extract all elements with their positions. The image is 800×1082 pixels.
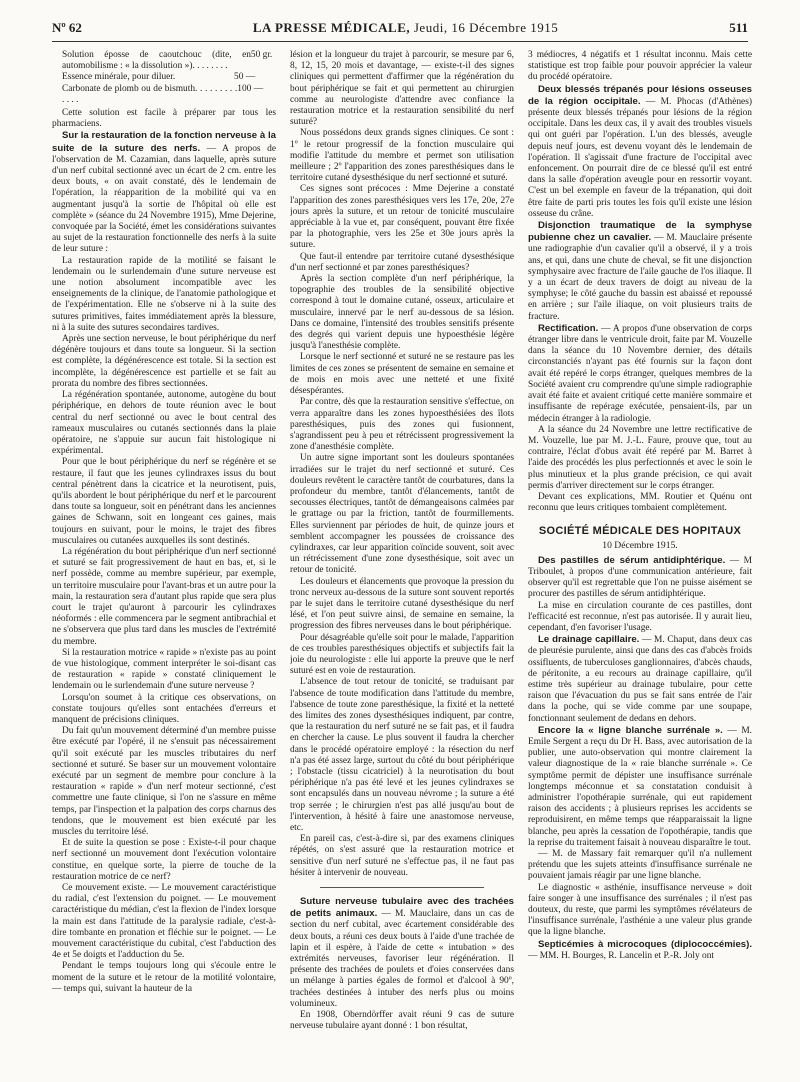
recipe-qty: 50 —	[234, 72, 256, 83]
paragraph: En 1908, Oberndörffer avait réuni 9 cas de suture nerveuse tubulaire ayant donné : 1 bon résultat,	[290, 1010, 514, 1032]
paragraph: La régénération spontanée, autonome, autogène du bout périphérique, en dehors de toute réunion avec le bout central du nerf sectionné ou avec le bout central des rameaux musculaires ou cutanés sectionnés dans la plaie opératoire, ne s'appuie sur aucun fait histologique ni expérimental.	[52, 390, 276, 457]
paragraph	[528, 939, 752, 962]
paragraph: Nous possédons deux grands signes cliniques. Ce sont : 1º le retour progressif de la fonction musculaire qui modifie l'attitude du membre et permet son utilisation meilleure ; 2º l'apparition des zones paresthésiques dans le territoire cutané dysesthésique du nerf sectionné et suturé.	[290, 128, 514, 184]
recipe-item: Carbonate de plomb ou de bismuth. . . . . . . . . . . . .	[62, 83, 238, 105]
paragraph: Devant ces explications, MM. Routier et Quénu ont reconnu que leurs critiques tombaient complètement.	[528, 491, 752, 514]
article-heading: Sur la restauration de la fonction nerveuse à la suite de la suture des nerfs.	[52, 130, 276, 154]
journal-title	[253, 20, 558, 36]
page-header	[52, 20, 748, 42]
column-1	[52, 50, 276, 1075]
recipe-item: Essence minérale, pour diluer.	[62, 72, 176, 83]
paragraph: Le diagnostic « asthénie, insuffisance nerveuse » doit faire songer à une insuffisance des surrénales ; il n'est pas douteux, du reste, que parmi les symptômes révélateurs de l'insuffisance surrénale, l'asthénie a une valeur plus grande que la ligne blanche.	[528, 882, 752, 938]
paragraph-text: — MM. H. Bourges, R. Lancelin et P.-R. Joly ont	[528, 950, 715, 961]
paragraph: Après la section complète d'un nerf périphérique, la topographie des troubles de la sensibilité objective correspond à tout le domaine cutané, osseux, articulaire et musculaire, innervé par le nerf au-dessous de sa lésion. Dans ce domaine, l'intensité des troubles sensitifs présente des degrés qui varient depuis une hypoesthésie légère jusqu'à l'anesthésie complète.	[290, 274, 514, 352]
paragraph: Ces signes sont précoces : Mme Dejerine a constaté l'apparition des zones paresthésiques vers les 17e, 20e, 27e jours après la suture, et un retour de tonicité musculaire appréciable à la vue et, par conséquent, pouvant être fixée par la photographie, vers les 25e et 30e jours après la suture.	[290, 184, 514, 251]
paragraph	[528, 84, 752, 220]
header-rule	[52, 41, 748, 42]
paragraph	[528, 555, 752, 601]
paragraph: Après une section nerveuse, le bout périphérique du nerf dégénère toujours et dans toute sa longueur. Si la section est complète, la dégénérescence est totale. Si la section est incomplète, la dégénérescence est partielle et se fait au prorata du nombre des fibres sectionnées.	[52, 334, 276, 389]
paragraph: — M. de Massary fait remarquer qu'il n'a nullement prétendu que les sujets atteints d'insuffisance surrénale ne pouvaient jamais réagir par une ligne blanche.	[528, 849, 752, 882]
paragraph: La restauration rapide de la motilité se faisant le lendemain ou le surlendemain d'une suture nerveuse est une notion absolument incompatible avec les enseignements de la clinique, de l'anatomie pathologique et de l'expérimentation. Elle ne s'observe ni à la suite des sutures primitives, faites immédiatement après la blessure, ni à la suite des sutures secondaires tardives.	[52, 255, 276, 333]
paragraph: La mise en circulation courante de ces pastilles, dont l'efficacité est reconnue, n'est pas autorisée. Il y aurait lieu, cependant, d'en favoriser l'usage.	[528, 600, 752, 633]
paragraph-text: — M. Emile Sergent a reçu du Dr H. Bass, avec autorisation de la publier, une auto-observation qui montre clairement la valeur diagnostique de la « raie blanche surrénale ». Ce symptôme permit de dépister une insuffisance surrénale longtemps méconnue et sa constatation conduisit à administrer l'opothérapie surrénale, qui eut rapidement raison des accidents ; à plusieurs reprises les accidents se reproduisirent, en même temps que réapparaissait la ligne blanche, peu après la cessation de l'opothérapie, tandis que la reprise du traitement faisait à nouveau disparaître le tout.	[528, 725, 752, 848]
article-columns	[52, 50, 752, 1075]
paragraph	[528, 220, 752, 323]
paragraph: Par contre, dès que la restauration sensitive s'effectue, on verra apparaître dans les zones hypoesthésiées des îlots paresthésiques, puis des zones qui fusionnent, s'agrandissent peu à peu et rétrécissent progressivement la zone d'anesthésie complète.	[290, 397, 514, 453]
paragraph: La régénération du bout périphérique d'un nerf sectionné et suturé se fait progressivement de haut en bas, et, si le nerf possède, comme au membre supérieur, par exemple, un territoire musculaire pour l'avant-bras et un autre pour la main, la restauration sera d'autant plus rapide que sera plus court le trajet qu'auront à parcourir les cylindraxes néoformés : elle commencera par le segment antibrachial et ne s'observera que plus tard dans les muscles de l'extrémité du membre.	[52, 546, 276, 647]
column-3	[528, 50, 752, 1075]
paragraph-text: — M. Phocas (d'Athènes) présente deux blessés trépanés pour lésions de la région occipitale. Dans les deux cas, il y avait des troubles visuels qui ont guéri par l'opération. L'un des blessés, aveugle depuis neuf jours, est devenu voyant dès le lendemain de l'opération. Il s'agissait d'une fracture de l'occipital avec enfoncement. On pourrait dire de ce blessé qu'il est entré dans la salle d'opération aveugle pour en ressortir voyant. C'est un bel exemple en faveur de la trépanation, qui doit être faite de parti pris toutes les fois qu'il existe une lésion osseuse du crâne.	[528, 96, 752, 219]
paragraph: Ce mouvement existe. — Le mouvement caractéristique du radial, c'est l'extension du poignet. — Le mouvement caractéristique du médian, c'est la flexion de l'index lorsque la main est dans l'attitude de la paralysie radiale, c'est-à-dire tombante en pronation et fléchie sur le poignet. — Le mouvement caractéristique du cubital, c'est l'abduction des 4e et 5e doigts et l'adduction du 5e.	[52, 883, 276, 961]
paragraph: Les douleurs et élancements que provoque la pression du tronc nerveux au-dessous de la suture sont souvent reportés par le sujet dans le territoire cutané dysesthésique du nerf lésé, et l'on peut suivre ainsi, de semaine en semaine, la progression des fibres nerveuses dans le bout périphérique.	[290, 576, 514, 632]
issue-number: Nº 62	[52, 20, 82, 35]
paragraph-text: — M Triboulet, à propos d'une communication antérieure, fait observer qu'il est regrettable que l'on ne puisse aisément se procurer des pastilles de sérum antidiphtérique.	[528, 555, 752, 600]
paragraph	[52, 130, 276, 255]
paragraph: lésion et la longueur du trajet à parcourir, se mesure par 6, 8, 12, 15, 20 mois et davantage, — existe-t-il des signes cliniques qui permettent d'affirmer que la régénération du bout périphérique se fait et qui permettent au chirurgien comme au neurologiste d'attendre avec confiance la restauration motrice et la restauration sensibilité du nerf suturé?	[290, 50, 514, 128]
article-heading: Suture nerveuse tubulaire avec des trachées de petits animaux.	[290, 896, 514, 920]
page-number: 511	[729, 20, 748, 35]
paragraph-text: — A propos de l'observation de M. Cazamian, dans laquelle, après suture d'un nerf cubital sectionné avec un écart de 2 cm. entre les deux bouts, « on avait constaté, dès le lendemain de l'opération, la réapparition de la mobilité qui va en augmentant jusqu'à la sortie de l'hôpital où elle est complète » (séance du 24 Novembre 1915), Mme Dejerine, convoquée par la Société, émet les considérations suivantes au sujet de la restauration fonctionnelle des nerfs à la suite de leur suture :	[52, 143, 276, 255]
recipe-row	[62, 72, 276, 83]
paragraph: 3 médiocres, 4 négatifs et 1 résultat inconnu. Mais cette statistique est trop faible pour pouvoir apprécier la valeur du procédé opératoire.	[528, 50, 752, 83]
issue-date: Jeudi, 16 Décembre 1915	[410, 20, 559, 35]
paragraph	[290, 896, 514, 1010]
paragraph-text: — M. Chaput, dans deux cas de pleurésie purulente, ainsi que dans des cas d'abcès froids ossifluents, de tuberculoses ganglionnaires, d'abcès chauds, de péritonite, a eu recours au drainage capillaire, qu'il estime très supérieur au drainage tubulaire, pour cette raison que l'évacuation du pus se fait sans entrée de l'air dans la poche, qui se vide comme par une soupape, fonctionnant seulement de dedans en dehors.	[528, 635, 752, 724]
paragraph: Lorsque le nerf sectionné et suturé ne se restaure pas les limites de ces zones se présentent de semaine en semaine et de mois en mois avec une netteté et une fixité désespérantes.	[290, 352, 514, 397]
paragraph: L'absence de tout retour de tonicité, se traduisant par l'absence de toute modification dans l'attitude du membre, l'absence de toute zone paresthésique, la fixité et la netteté des limites des zones dysesthésiques indiquent, par contre, que la restauration du nerf suturé ne se fait pas, et il faudra en chercher la cause. Le plus souvent il faudra la chercher dans le procédé opératoire employé : la résection du nerf n'a pas été assez large, surtout du côté du bout périphérique ; l'obstacle (tissu cicatriciel) à la neurotisation du bout périphérique n'a pas été levé et les jeunes cylindraxes se sont encapsulés dans un nouveau névrome ; la suture a été trop serrée ; le chirurgien n'est pas allé jusqu'au bout de l'intervention, à hésité à faire une anastomose nerveuse, etc.	[290, 677, 514, 834]
article-heading: Encore la « ligne blanche surrénale ».	[538, 724, 723, 736]
recipe-list	[62, 50, 276, 106]
paragraph: A la séance du 24 Novembre une lettre rectificative de M. Vouzelle, lue par M. J.-L. Faure, prouve que, tout au contraire, l'éclat d'obus avait été repéré par M. Barret à l'aide des procédés les plus perfectionnés et avec le soin le plus minutieux et la plus grande précision, ce qui avait permis d'arriver directement sur le corps étranger.	[528, 424, 752, 491]
article-heading: Disjonction traumatique de la symphyse pubienne chez un cavalier.	[528, 220, 752, 244]
recipe-qty: 100 —	[237, 83, 264, 94]
paragraph	[528, 323, 752, 425]
paragraph: Que faut-il entendre par territoire cutané dysesthésique d'un nerf sectionné et par zones paresthésiques?	[290, 251, 514, 273]
article-heading: Septicémies à microcoques (diplococcémies).	[538, 938, 752, 950]
paragraph	[528, 634, 752, 725]
paragraph-text: — M. Mauclaire, dans un cas de section du nerf cubital, avec écartement considérable des deux bouts, a réuni ces deux bouts à l'aide d'une trachée de lapin et il espère, à l'aide de cette « intubation » des extrémités nerveuses, favoriser leur régénération. Il présente des trachées de poulets et d'oies conservées dans un mélange à parties égales de formol et d'alcool à 90º, trachées destinées à intuber des nerfs plus ou moins volumineux.	[290, 909, 514, 1009]
recipe-row	[62, 50, 276, 72]
article-heading: Rectification.	[538, 322, 599, 334]
paragraph: En pareil cas, c'est-à-dire si, par des examens cliniques répétés, on s'est assuré que la restauration motrice et sensitive d'un nerf suturé ne s'effectue pas, il ne faut pas hésiter à intervenir de nouveau.	[290, 834, 514, 878]
section-divider	[320, 887, 484, 888]
paragraph: Pendant le temps toujours long qui s'écoule entre le moment de la suture et le retour de la motilité volontaire, — temps qui, suivant la hauteur de la	[52, 961, 276, 994]
paragraph: Pour désagréable qu'elle soit pour le malade, l'apparition de ces troubles paresthésiques objectifs et subjectifs fait la joie du neurologiste : elle lui apporte la preuve que le nerf suturé est en voie de restauration.	[290, 632, 514, 677]
recipe-item: Solution éposse de caoutchouc (dite, en automobilisme : « la dissolution »). . . . . . . .	[62, 50, 251, 72]
paragraph: Pour que le bout périphérique du nerf se régénère et se restaure, il faut que les jeunes cylindraxes issus du bout central pénètrent dans la cicatrice et la neurotisent, puis, qu'ils abordent le bout périphérique du nerf et le parcourent dans toute sa longueur, soit en pénétrant dans les anciennes gaines de Schwann, soit en longeant ces gaines, mais toujours en suivant, pour le moins, le trajet des fibres musculaires ou cutanées auxquelles ils sont destinés.	[52, 457, 276, 546]
section-date: 10 Décembre 1915.	[602, 539, 678, 551]
paragraph: Un autre signe important sont les douleurs spontanées irradiées sur le trajet du nerf sectionné et suturé. Ces douleurs revêtent le caractère tantôt de courbatures, dans la profondeur du membre, tantôt d'élancements, tantôt de secousses électriques, tantôt de démangeaisons calmées par le grattage ou par la friction, tantôt de fourmillements. Elles surviennent par périodes de huit, de quinze jours et semblent accompagner les poussées de croissance des cylindraxes, car leur apparition coïncide souvent, soit avec un rétrécissement d'une zone dysesthésique, soit avec un retour de tonicité.	[290, 453, 514, 576]
article-heading: Le drainage capillaire.	[538, 634, 640, 646]
paragraph-text: — M. Mauclaire présente une radiographie d'un cavalier qu'il a observé, il y a trois ans, et qui, dans une chute de cheval, se fit une disjonction symphysaire avec fracture de l'aile gauche de l'os iliaque. Il y a un écart de deux travers de doigt au niveau de la symphyse; le côté gauche du bassin est abaissé et repoussé en arrière ; sur l'aile iliaque, on voit plusieurs traits de fracture.	[528, 233, 752, 322]
section-title: SOCIÉTÉ MÉDICALE DES HOPITAUX	[538, 525, 742, 538]
paragraph	[528, 725, 752, 849]
paragraph: Cette solution est facile à préparer par tous les pharmaciens.	[52, 108, 276, 130]
paragraph: Et de suite la question se pose : Existe-t-il pour chaque nerf sectionné un mouvement dont l'exécution volontaire constitue, en quelque sorte, la pierre de touche de la restauration motrice de ce nerf?	[52, 838, 276, 882]
article-heading: Des pastilles de sérum antidiphtérique.	[538, 554, 726, 566]
paragraph: Si la restauration motrice « rapide » n'existe pas au point de vue histologique, comment interpréter le soi-disant cas de restauration « rapide » constaté cliniquement le lendemain ou le surlendemain d'une suture nerveuse ?	[52, 647, 276, 692]
recipe-qty: 50 gr.	[250, 50, 273, 60]
paragraph: Lorsqu'on soumet à la critique ces observations, on constate toujours qu'elles sont entachées d'erreurs et manquent de précisions cliniques.	[52, 692, 276, 725]
paragraph: Du fait qu'un mouvement déterminé d'un membre puisse être exécuté par l'opéré, il ne s'ensuit pas nécessairement qu'il soit exécuté par les muscles tributaires du nerf sectionné et suturé. Se baser sur un mouvement volontaire exécuté par un segment de membre pour conclure à la restauration « rapide » d'un nerf moteur sectionné, c'est commettre une faute clinique, si l'on ne s'assure en même temps, par l'inspection et la palpation des corps charnus des tendons, que le mouvement est bien exécuté par les muscles du territoire lésé.	[52, 726, 276, 838]
journal-name: LA PRESSE MÉDICALE,	[252, 20, 411, 35]
recipe-row	[62, 84, 276, 106]
paragraph-text: — A propos d'une observation de corps étranger libre dans le ventricule droit, faite par M. Vouzelle dans la séance du 10 Novembre dernier, des détails circonstanciés n'ayant pas été fournis sur la façon dont avait été repéré le corps étranger, quelques membres de la Société avaient cru comprendre qu'une simple radiographie avait été faite et avaient critiqué cette manière sommaire et insuffisante de repérage exécutée, pensaient-ils, par un médecin étranger à la radiologie.	[528, 323, 752, 424]
article-heading: Deux blessés trépanés pour lésions osseuses de la région occipitale.	[528, 83, 752, 107]
column-2	[290, 50, 514, 1075]
